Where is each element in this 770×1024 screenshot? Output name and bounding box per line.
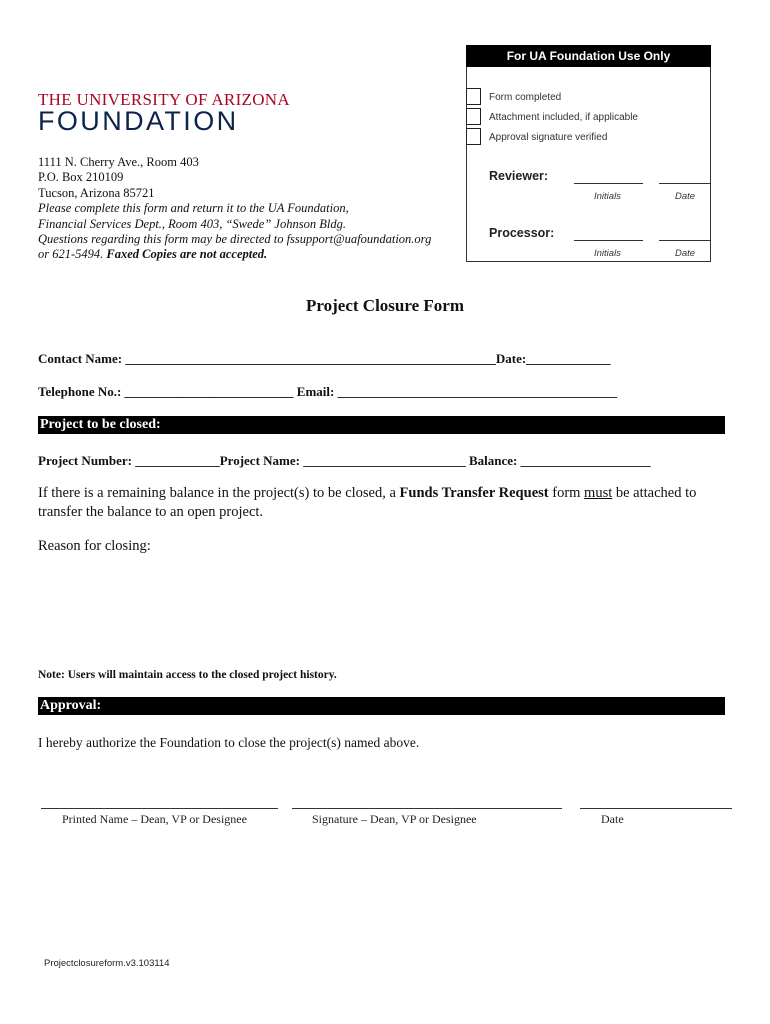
checkbox-label: Form completed bbox=[489, 92, 562, 103]
processor-label: Processor: bbox=[489, 226, 555, 240]
signature-line[interactable] bbox=[292, 808, 562, 809]
address-block bbox=[38, 155, 458, 263]
initials-caption: Initials bbox=[594, 191, 621, 202]
printed-name-line[interactable] bbox=[41, 808, 278, 809]
foundation-use-header: For UA Foundation Use Only bbox=[466, 45, 711, 67]
section-approval: Approval: bbox=[38, 697, 725, 715]
reviewer-date-line[interactable] bbox=[659, 183, 711, 184]
instruction-line: Please complete this form and return it to the UA Foundation, bbox=[38, 201, 349, 216]
checkbox-label: Attachment included, if applicable bbox=[489, 112, 638, 123]
attachment-included-checkbox[interactable] bbox=[466, 108, 481, 125]
logo-foundation: FOUNDATION bbox=[38, 106, 239, 136]
date-caption: Date bbox=[675, 191, 696, 202]
instruction-line: Financial Services Dept., Room 403, “Swede” Johnson Bldg. bbox=[38, 216, 346, 231]
instruction-line: Questions regarding this form may be directed to fssupport@uafoundation.org bbox=[38, 232, 432, 247]
processor-initials-line[interactable] bbox=[574, 240, 643, 241]
balance-instructions bbox=[38, 484, 738, 522]
approval-verified-checkbox[interactable] bbox=[466, 128, 481, 145]
instruction-phone: or 621-5494. bbox=[38, 247, 107, 262]
initials-caption: Initials bbox=[594, 248, 621, 259]
phone-email-field[interactable]: Telephone No.: __________________________ Email: ___________________________________________ bbox=[38, 384, 618, 399]
address-line: P.O. Box 210109 bbox=[38, 170, 124, 185]
form-version-footer: Projectclosureform.v3.103114 bbox=[44, 958, 170, 969]
balance-text: be attached to bbox=[612, 485, 697, 501]
logo-university-of-arizona: THE UNIVERSITY OF ARIZONA bbox=[38, 90, 290, 109]
note-text: Note: Users will maintain access to the closed project history. bbox=[38, 669, 337, 681]
date-caption: Date bbox=[601, 812, 624, 826]
balance-text: If there is a remaining balance in the project(s) to be closed, a bbox=[38, 485, 400, 501]
instruction-line bbox=[38, 247, 458, 262]
processor-date-line[interactable] bbox=[659, 240, 711, 241]
form-completed-checkbox[interactable] bbox=[466, 88, 481, 105]
funds-transfer-request-text: Funds Transfer Request bbox=[399, 485, 549, 501]
fax-warning: Faxed Copies are not accepted. bbox=[106, 247, 268, 262]
reason-input-area[interactable] bbox=[38, 560, 725, 660]
reviewer-initials-line[interactable] bbox=[574, 183, 643, 184]
contact-date-field[interactable]: Contact Name: _________________________________________________________Date:_____________ bbox=[38, 351, 611, 366]
section-project-to-be-closed: Project to be closed: bbox=[38, 416, 725, 434]
project-info-field[interactable]: Project Number: _____________Project Name: _________________________ Balance: ____________________ bbox=[38, 453, 651, 468]
balance-text: form bbox=[548, 485, 585, 501]
reason-label: Reason for closing: bbox=[38, 538, 151, 554]
reviewer-label: Reviewer: bbox=[489, 169, 549, 183]
date-caption: Date bbox=[675, 248, 696, 259]
signature-caption: Signature – Dean, VP or Designee bbox=[312, 812, 477, 826]
balance-text: transfer the balance to an open project. bbox=[38, 504, 264, 520]
must-text: must bbox=[584, 485, 613, 501]
checkbox-label: Approval signature verified bbox=[489, 132, 608, 143]
authorization-statement: I hereby authorize the Foundation to close the project(s) named above. bbox=[38, 735, 420, 750]
date-line[interactable] bbox=[580, 808, 732, 809]
address-line: Tucson, Arizona 85721 bbox=[38, 185, 155, 200]
form-title: Project Closure Form bbox=[306, 296, 464, 315]
printed-name-caption: Printed Name – Dean, VP or Designee bbox=[62, 812, 247, 826]
address-line: 1111 N. Cherry Ave., Room 403 bbox=[38, 155, 199, 169]
